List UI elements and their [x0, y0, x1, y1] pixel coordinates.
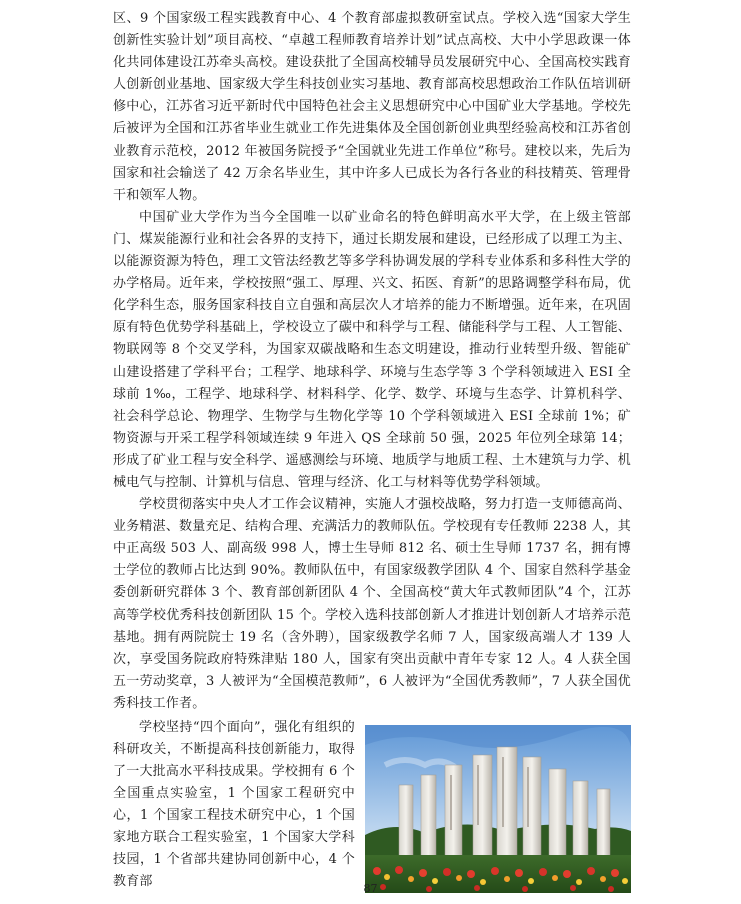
paragraph-1: 区、9 个国家级工程实践教育中心、4 个教育部虚拟教研室试点。学校入选“国家大学生创新性实验计划”项目高校、“卓越工程师教育培养计划”试点高校、大中小学思政课一体化共同体建设江苏牵头高校。建设获批了全国高校辅导员发展研究中心、全国高校实践育人创新创业基地、国家级大学生科技创业实习基地、教育部高校思想政治工作队伍培训研修中心，江苏省习近平新时代中国特色社会主义思想研究中心中国矿业大学基地。学校先后被评为全国和江苏省毕业生就业工作先进集体及全国创新创业典型经验高校和江苏省创业教育示范校，2012 年被国务院授予“全国就业先进工作单位”称号。建校以来，先后为国家和社会输送了 42 万余名毕业生，其中许多人已成长为各行各业的科技精英、管理骨干和领军人物。: [113, 11, 631, 203]
stone-pillars-photo-icon: [365, 725, 631, 893]
paragraph-2: 中国矿业大学作为当今全国唯一以矿业命名的特色鲜明高水平大学，在上级主管部门、煤炭能源行业和社会各界的支持下，通过长期发展和建设，已经形成了以理工为主、以能源资源为特色，理工文管法经教艺等多学科协调发展的学科专业体系和多科性大学的办学格局。近年来，学校按照“强工、厚理、兴文、拓医、育新”的思路调整学科布局，优化学科生态，服务国家科技自立自强和高层次人才培养的能力不断增强。近年来，在巩固原有特色优势学科基础上，学校设立了碳中和科学与工程、储能科学与工程、人工智能、物联网等 8 个交叉学科，为国家双碳战略和生态文明建设，推动行业转型升级、智能矿山建设搭建了学科平台；工程学、地球科学、环境与生态学等 3 个学科领域进入 ESI 全球前 1‰，工程学、地球科学、材料科学、化学、数学、环境与生态学、计算机科学、社会科学总论、物理学、生物学与生物化学等 10 个学科领域进入 ESI 全球前 1%；矿物资源与开采工程学科领域连续 9 年进入 QS 全球前 50 强，2025 年位列全球第 14；形成了矿业工程与安全科学、遥感测绘与环境、地质学与地质工程、土木建筑与力学、机械电气与控制、计算机与信息、管理与经济、化工与材料等优势学科领域。: [113, 209, 631, 490]
paragraph-4: 学校坚持“四个面向”，强化有组织的科研攻关，不断提高科技创新能力，取得了一大批高水平科技成果。学校拥有 6 个全国重点实验室，1 个国家工程研究中心，1 个国家工程技术研究中心，1 个国家地方联合工程实验室，1 个国家大学科技园，1 个省部共建协同创新中心，4 个教育部: [113, 720, 355, 889]
document-page: [113, 8, 631, 893]
left-text-column: [113, 717, 355, 893]
paragraph-3: 学校贯彻落实中央人才工作会议精神，实施人才强校战略，努力打造一支师德高尚、业务精湛、数量充足、结构合理、充满活力的教师队伍。学校现有专任教师 2238 人，其中正高级 503 人、副高级 998 人，博士生导师 812 名、硕士生导师 1737 名，拥有博士学位的教师占比达到 90%。教师队伍中，有国家级教学团队 4 个、国家自然科学基金委创新研究群体 3 个、教育部创新团队 4 个、全国高校“黄大年式教师团队”4 个，江苏高等学校优秀科技创新团队 15 个。学校入选科技部创新人才推进计划创新人才培养示范基地。拥有两院院士 19 名（含外聘），国家级教学名师 7 人，国家级高端人才 139 人次，享受国务院政府特殊津贴 180 人，国家有突出贡献中青年专家 12 人。4 人获全国五一劳动奖章，3 人被评为“全国模范教师”，6 人被评为“全国优秀教师”，7 人获全国优秀科技工作者。: [113, 497, 631, 711]
text-with-photo: [113, 717, 631, 893]
page-number: 87: [363, 882, 378, 895]
campus-photo: [365, 725, 631, 893]
